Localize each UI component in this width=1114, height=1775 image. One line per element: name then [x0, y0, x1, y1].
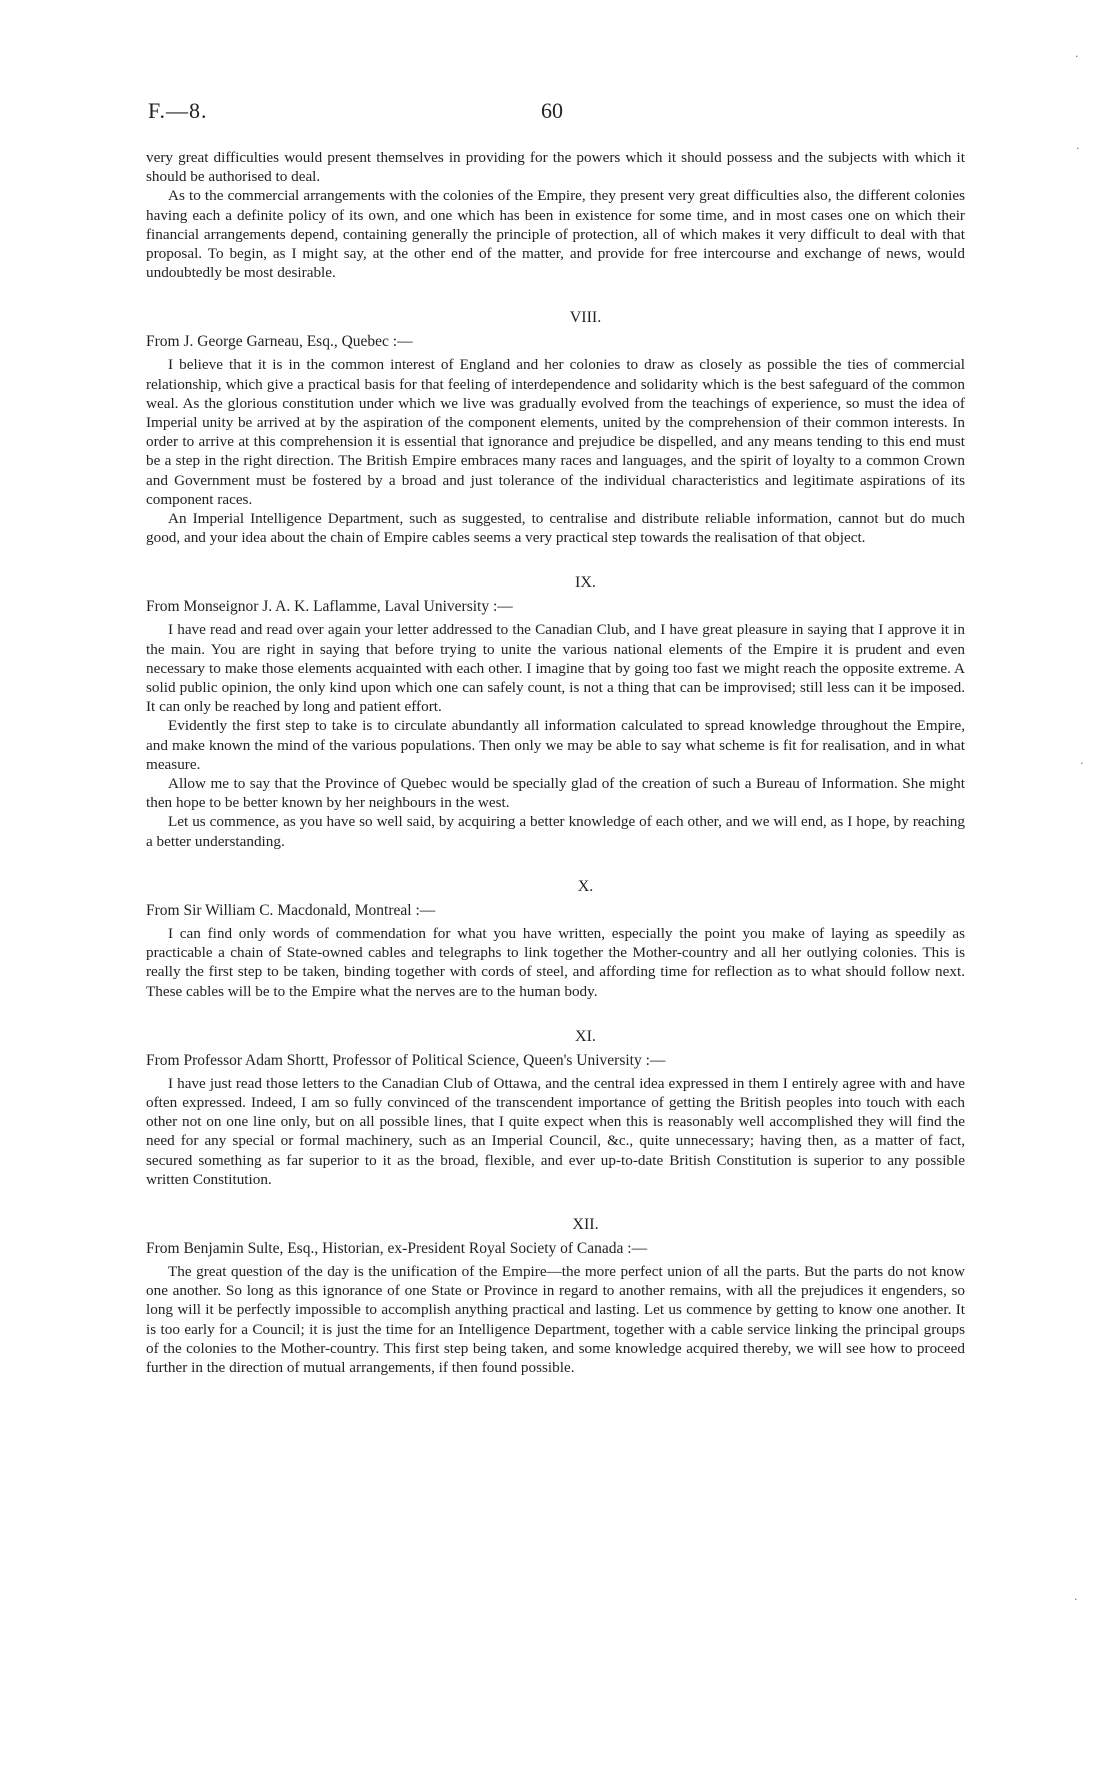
letter-source: From Professor Adam Shortt, Professor of Political Science, Queen's University :— [146, 1051, 666, 1069]
letter-source: From J. George Garneau, Esq., Quebec :— [146, 333, 413, 351]
section-numeral: VIII. [569, 309, 602, 327]
scan-speck: · [1075, 50, 1079, 63]
paragraph: Allow me to say that the Province of Quebec would be specially glad of the creation of such a Bureau of Information. She might then hope to be better known by her neighbours in the west. [146, 775, 965, 812]
paragraph: I can find only words of commendation for what you have written, especially the point you make of laying as speedily as practicable a chain of State-owned cables and telegraphs to link together the Mother-country and all her outlying colonies. This is really the first step to be taken, binding together with cords of steel, and affording time for reflection as to what should follow next. These cables will be to the Empire what the nerves are to the human body. [146, 924, 965, 1000]
section-xi [146, 1027, 965, 1189]
section-x [146, 877, 965, 1001]
paragraph: As to the commercial arrangements with the colonies of the Empire, they present very great difficulties also, the different colonies having each a definite policy of its own, and one which has been in existence for some time, and in most cases one on which their financial arrangements depend, containing generally the principle of protection, all of which makes it very difficult to deal with that proposal. To begin, as I might say, at the other end of the matter, and provide for free intercourse and exchange of news, would undoubtedly be most desirable. [146, 187, 965, 282]
section-numeral: XII. [572, 1215, 599, 1233]
document-body [146, 148, 965, 1377]
intro-text [146, 148, 965, 282]
paragraph: I have read and read over again your letter addressed to the Canadian Club, and I have great pleasure in saying that I approve it in the main. You are right in saying that before trying to unite the various national elements of the Empire it is prudent and even necessary to make those elements acquainted with each other. I imagine that by going too fast we might reach the opposite extreme. A solid public opinion, the only kind upon which one can safely count, is not a thing that can be improvised; still less can it be imposed. It can only be reached by long and patient effort. [146, 621, 965, 716]
page-header [148, 98, 968, 130]
letter-source: From Benjamin Sulte, Esq., Historian, ex-President Royal Society of Canada :— [146, 1239, 648, 1257]
section-viii [146, 308, 965, 547]
scan-speck: · [1076, 142, 1080, 155]
paragraph: The great question of the day is the unification of the Empire—the more perfect union of all the parts. But the parts do not know one another. So long as this ignorance of one State or Province in regard to another remains, with all the prejudices it engenders, so long will it be perfectly impossible to accomplish anything practical and lasting. Let us commence by getting to know one another. It is too early for a Council; it is just the time for an Intelligence Department, together with a cable service linking the principal groups of the colonies to the Mother-country. This first step being taken, and some knowledge acquired thereby, we will see how to proceed further in the direction of mutual arrangements, if then found possible. [146, 1262, 965, 1376]
letter-source: From Monseignor J. A. K. Laflamme, Laval University :— [146, 598, 513, 616]
section-xii [146, 1215, 965, 1377]
letter-source: From Sir William C. Macdonald, Montreal :— [146, 901, 436, 919]
section-ix [146, 573, 965, 850]
scan-speck: · [1080, 757, 1084, 770]
section-numeral: IX. [575, 574, 596, 592]
scan-speck: · [1074, 1593, 1078, 1606]
section-numeral: XI. [575, 1027, 596, 1045]
paragraph: Let us commence, as you have so well said, by acquiring a better knowledge of each other, and we will end, as I hope, by reaching a better understanding. [146, 813, 965, 850]
paragraph: An Imperial Intelligence Department, such as suggested, to centralise and distribute reliable information, cannot but do much good, and your idea about the chain of Empire cables seems a very practical step towards the realisation of that object. [146, 510, 965, 547]
paragraph: I have just read those letters to the Canadian Club of Ottawa, and the central idea expressed in them I entirely agree with and have often expressed. Indeed, I am so fully convinced of the transcendent importance of getting the British peoples into touch with each other not on one line only, but on all possible lines, that I quite expect when this is reasonably well accomplished they will find the need for any special or formal machinery, such as an Imperial Council, &c., quite unnecessary; having then, as a matter of fact, secured something as far superior to it as the broad, flexible, and ever up-to-date British Constitution is superior to any possible written Constitution. [146, 1074, 965, 1188]
paragraph: I believe that it is in the common interest of England and her colonies to draw as closely as possible the ties of commercial relationship, which give a practical basis for that feeling of interdependence and solidarity which is the best safeguard of the common weal. As the glorious constitution under which we live was gradually evolved from the teachings of experience, so must the idea of Imperial unity be arrived at by the aspiration of the component elements, united by the comprehension of their common interests. In order to arrive at this comprehension it is essential that ignorance and prejudice be dispelled, and any means tending to this end must be a step in the right direction. The British Empire embraces many races and languages, and the spirit of loyalty to a common Crown and Government must be fostered by a broad and just tolerance of the individual characteristics and legitimate aspirations of its component races. [146, 356, 965, 508]
page-number: 60 [541, 98, 563, 123]
paragraph: Evidently the first step to take is to circulate abundantly all information calculated to spread knowledge throughout the Empire, and make known the mind of the various populations. Then only we may be able to say what scheme is fit for realisation, and in what measure. [146, 717, 965, 773]
document-reference: F.—8. [148, 98, 208, 123]
section-numeral: X. [577, 877, 594, 895]
paragraph: very great difficulties would present themselves in providing for the powers which it should possess and the subjects with which it should be authorised to deal. [146, 149, 965, 186]
